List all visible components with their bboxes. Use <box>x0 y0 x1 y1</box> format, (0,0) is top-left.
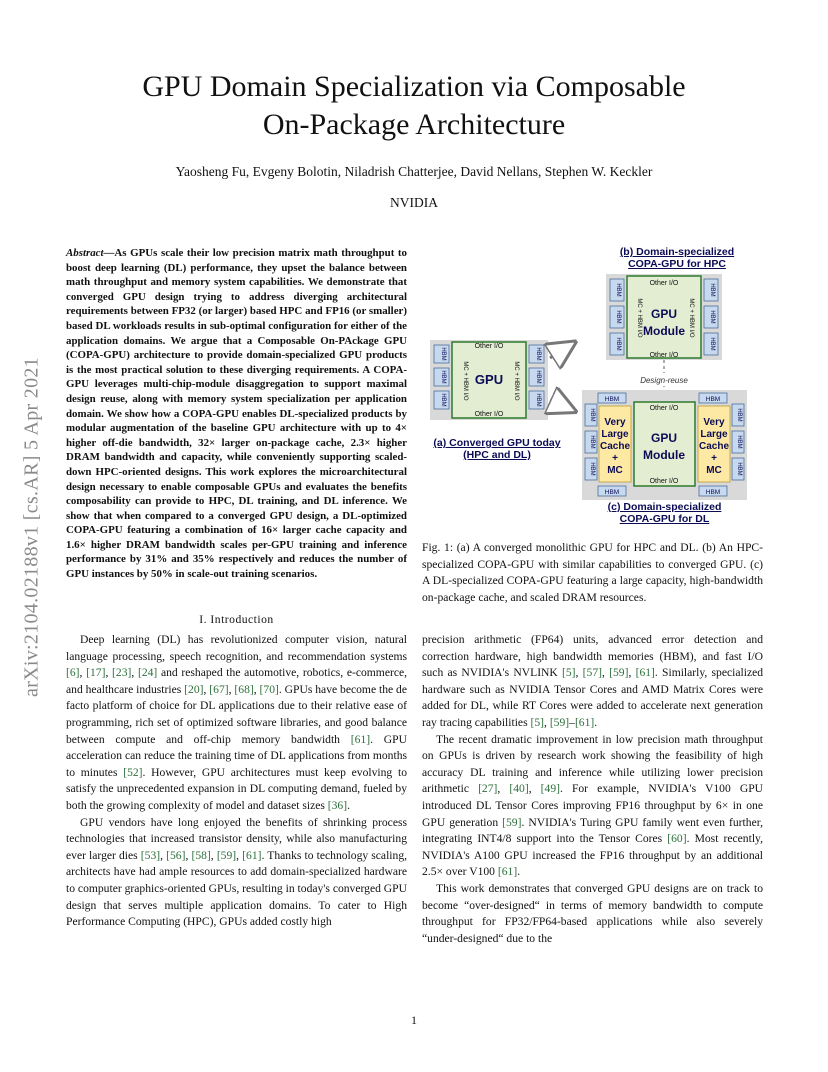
intro-paragraph: The recent dramatic improvement in low precision math throughput on GPUs is driven by research work showing the feasibility of high accuracy DL training and inference while utilizing lower precision arithmetic [27], [40], [49]. For example, NVIDIA's V100 GPU introduced DL Tensor Cores improving FP16 throughput by 6× in one GPU generation [59]. NVIDIA's Turing GPU family went even further, integrating INT4/8 support into the Tensor Cores [60]. Most recently, NVIDIA's A100 GPU increased the FP16 throughput by an additional 2.5× over V100 [61]. <box>422 732 764 879</box>
citation-link[interactable]: [61] <box>635 666 655 680</box>
svg-text:HBM: HBM <box>615 310 621 324</box>
citation-link[interactable]: [24] <box>137 666 158 680</box>
citation-link[interactable]: [58] <box>191 848 211 862</box>
svg-text:HBM: HBM <box>535 347 541 361</box>
paper-title <box>60 68 768 144</box>
svg-text:Very: Very <box>604 417 626 428</box>
svg-text:HBM: HBM <box>440 393 446 407</box>
cache-die-right <box>698 406 730 482</box>
svg-text:+: + <box>612 453 618 464</box>
citation-link[interactable]: [53] <box>140 848 161 862</box>
citation-link[interactable]: [23] <box>112 666 132 680</box>
svg-text:HBM: HBM <box>589 408 595 422</box>
arrow-to-hpc <box>550 344 572 358</box>
svg-text:HBM: HBM <box>736 462 742 476</box>
citation-link[interactable]: [6] <box>66 666 80 680</box>
other-io-label: Other I/O <box>474 343 504 350</box>
intro-paragraph: This work demonstrates that converged GPU designs are on track to become “over-designed“ in terms of memory bandwidth to compute throughput for FP32/FP64-based applications while also severely “under-designed“ due to the <box>422 881 763 945</box>
page-number: 1 <box>411 1013 417 1027</box>
abstract <box>66 246 407 582</box>
other-io-label: Other I/O <box>649 352 679 359</box>
citation-link[interactable]: [61] <box>242 848 262 862</box>
citation-link[interactable]: [67] <box>209 682 229 696</box>
figure-label-b: (b) Domain-specialized COPA-GPU for HPC <box>619 246 735 270</box>
citation-link[interactable]: [60] <box>667 832 687 846</box>
figure-label-a: (a) Converged GPU today (HPC and DL) <box>433 437 561 461</box>
arxiv-id: arXiv:2104.02188v1 [cs.AR] 5 Apr 2021 <box>20 357 43 697</box>
mc-hbm-io-label: MC + HBM I/O <box>513 361 519 401</box>
svg-text:HBM: HBM <box>604 489 620 496</box>
figure-diagram <box>422 244 763 534</box>
svg-text:HBM: HBM <box>604 396 620 403</box>
arxiv-watermark <box>4 292 60 762</box>
dl-copa-gpu-package <box>582 390 747 500</box>
svg-text:HBM: HBM <box>535 393 541 407</box>
citation-link[interactable]: [56] <box>166 848 186 862</box>
intro-paragraph: GPU vendors have long enjoyed the benefits of shrinking process technologies that increased transistor density, while also manufacturing ever larger dies [53], [56], [58], [59], [61]. Thanks to technology scaling, architects have had ample resources to add domain-specialized hardware to computer graphics-oriented GPUs, resulting in today's converged GPU design that serves multiple application domains. To cater to High Performance Computing (HPC), GPUs added costly high <box>66 815 408 929</box>
author-list: Yaosheng Fu, Evgeny Bolotin, Niladrish Chatterjee, David Nellans, Stephen W. Keckler <box>175 164 653 179</box>
citation-link[interactable]: [61] <box>574 715 595 729</box>
gpu-module-label: GPU <box>650 307 678 321</box>
svg-text:Large: Large <box>700 429 728 440</box>
section-heading: I. Introduction <box>199 613 274 626</box>
mc-hbm-io-label: MC + HBM I/O <box>688 298 694 338</box>
citation-link[interactable]: [40] <box>509 782 529 796</box>
other-io-label: Other I/O <box>649 405 679 412</box>
mc-hbm-io-label: MC + HBM I/O <box>636 298 642 338</box>
cache-die-left <box>599 406 631 482</box>
citation-link[interactable]: [57] <box>582 666 602 680</box>
svg-text:Large: Large <box>601 429 629 440</box>
title-line-2: On-Package Architecture <box>262 108 566 141</box>
citation-link[interactable]: [61] <box>350 732 371 746</box>
svg-text:Cache: Cache <box>698 441 730 452</box>
svg-text:HBM: HBM <box>440 370 446 384</box>
affiliation: NVIDIA <box>390 195 438 210</box>
citation-link[interactable]: [36] <box>327 798 348 812</box>
intro-right-column <box>422 632 763 947</box>
citation-link[interactable]: [27] <box>478 782 498 796</box>
svg-text:HBM: HBM <box>535 370 541 384</box>
citation-link[interactable]: [17] <box>86 666 106 680</box>
other-io-label: Other I/O <box>649 478 679 485</box>
gpu-module-label: GPU <box>650 431 678 445</box>
svg-text:MC: MC <box>706 465 722 476</box>
citation-link[interactable]: [59] <box>549 715 570 729</box>
mc-hbm-io-label: MC + HBM I/O <box>462 361 468 401</box>
svg-text:Cache: Cache <box>599 441 631 452</box>
svg-text:HBM: HBM <box>709 337 715 351</box>
figure-caption: Fig. 1: (a) A converged monolithic GPU for HPC and DL. (b) An HPC-specialized COPA-GPU with similar capabilities to converged GPU. (c) A DL-specialized COPA-GPU featuring a large capacity, high-bandwidth on-package cache, and scaled DRAM resources. <box>422 541 763 604</box>
svg-text:+: + <box>711 453 717 464</box>
citation-link[interactable]: [70] <box>259 682 279 696</box>
figure-label-c: (c) Domain-specialized COPA-GPU for DL <box>607 501 722 525</box>
other-io-label: Other I/O <box>649 280 679 287</box>
intro-left-column <box>66 632 407 931</box>
citation-link[interactable]: [59] <box>216 848 237 862</box>
abstract-label: Abstract <box>66 247 104 259</box>
svg-text:MC: MC <box>607 465 623 476</box>
svg-text:HBM: HBM <box>709 310 715 324</box>
other-io-label: Other I/O <box>474 411 504 418</box>
citation-link[interactable]: [5] <box>562 666 576 680</box>
figure-1 <box>422 244 763 534</box>
citation-link[interactable]: [5] <box>530 715 545 729</box>
title-line-1: GPU Domain Specialization via Composable <box>142 70 686 103</box>
abstract-text: —As GPUs scale their low precision matrix math throughput to boost deep learning (DL) performance, they upset the balance between math throughput and memory system capabilities. We demonstrate that converged GPU design trying to address diverging architectural requirements between FP32 (or larger) based HPC and FP16 (or smaller) based DL workloads results in sub-optimal configuration for either of the application domains. We argue that a Composable On-PAckage GPU (COPA-GPU) architecture to provide domain-specialized GPU products is the most practical solution to these diverging requirements. A COPA-GPU leverages multi-chip-module disaggregation to support maximal design reuse, along with memory system specialization per application domain. We show how a COPA-GPU enables DL-specialized products by modular augmentation of the baseline GPU architecture with up to 4× higher off-die bandwidth, 32× larger on-package cache, 2.3× higher DRAM bandwidth and capacity, while conveniently supporting scaled-down HPC-oriented designs. This work explores the microarchitectural design necessary to enable composable GPUs and evaluates the benefits composability can provide to HPC, DL training, and DL inference. We show that when compared to a converged GPU design, a DL-optimized COPA-GPU featuring a combination of 16× larger cache capacity and 1.6× higher DRAM bandwidth scales per-GPU training and inference performance by 31% and 35% respectively and reduces the number of GPU instances by 50% in scale-out training scenarios. <box>66 247 407 581</box>
arrow-to-dl <box>550 400 572 410</box>
gpu-label: GPU <box>474 372 504 387</box>
svg-text:HBM: HBM <box>589 435 595 449</box>
svg-text:HBM: HBM <box>736 435 742 449</box>
svg-text:HBM: HBM <box>440 347 446 361</box>
svg-text:HBM: HBM <box>615 337 621 351</box>
gpu-module-label: Module <box>643 448 685 462</box>
svg-text:HBM: HBM <box>589 462 595 476</box>
citation-link[interactable]: [49] <box>540 782 560 796</box>
svg-text:HBM: HBM <box>709 283 715 297</box>
citation-link[interactable]: [20] <box>184 682 204 696</box>
svg-text:HBM: HBM <box>705 396 721 403</box>
intro-paragraph: precision arithmetic (FP64) units, advanced error detection and correction hardware, high bandwidth memories (HBM), and fast I/O such as NVIDIA's NVLINK [5], [57], [59], [61]. Similarly, specialized hardware such as NVIDIA Tensor Cores and AMD Matrix Cores were added for DL, while RT Cores were added to accelerate next generation ray tracing capabilities [5], [59]–[61]. <box>422 633 764 729</box>
citation-link[interactable]: [61] <box>497 865 518 879</box>
citation-link[interactable]: [59] <box>502 815 522 829</box>
gpu-module-label: Module <box>643 324 685 338</box>
citation-link[interactable]: [68] <box>234 682 254 696</box>
design-reuse-label: Design-reuse <box>640 376 688 385</box>
intro-paragraph: Deep learning (DL) has revolutionized computer vision, natural language processing, speech recognition, and recommendation systems [6], [17], [23], [24] and reshaped the automotive, robotics, e-commerce, and healthcare industries [20], [67], [68], [70]. GPUs have become the de facto platform of choice for DL applications due to their relative ease of programming, rich set of optimized software libraries, and good balance between compute and off-chip memory bandwidth [61]. GPU acceleration can reduce the training time of DL applications from months to minutes [52]. However, GPU architectures must keep evolving to satisfy the unprecedented expansion in DL computing demand, fueled by both the growing complexity of model and dataset sizes [36]. <box>66 633 408 812</box>
citation-link[interactable]: [52] <box>123 765 143 779</box>
svg-text:Very: Very <box>703 417 725 428</box>
svg-text:HBM: HBM <box>615 283 621 297</box>
svg-text:HBM: HBM <box>736 408 742 422</box>
citation-link[interactable]: [59] <box>609 666 629 680</box>
svg-text:HBM: HBM <box>705 489 721 496</box>
